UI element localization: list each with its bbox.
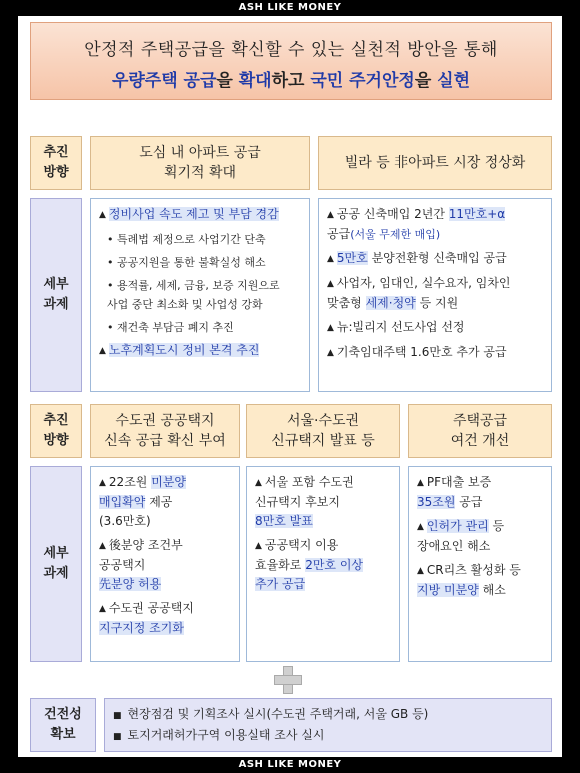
- col3-task-2-c: 등 장애요인 해소: [417, 519, 505, 553]
- col2-task-1-a: 서울 포함 수도권 신규택지 후보지: [255, 475, 354, 509]
- sub-task-4-text: 재건축 부담금 폐지 추진: [117, 321, 234, 334]
- col1-task-2-a: 後분양 조건부 공공택지: [99, 538, 183, 572]
- plus-icon: [274, 666, 302, 694]
- row4-col1-tasks: [90, 466, 240, 662]
- policy-diagram: [18, 16, 562, 757]
- header-text-2: 하고: [271, 71, 311, 91]
- right-task-3: ▲ 사업자, 임대인, 실수요자, 임차인 맞춤형 세제·청약 등 지원: [327, 276, 511, 310]
- col3-task-1-c: 공급: [455, 495, 483, 509]
- col3-task-2-b: 인허가 관리: [426, 519, 489, 533]
- row2-left-tasks: [90, 198, 310, 392]
- col1-task-2-b: 先분양 허용: [99, 577, 162, 591]
- col2-task-1-b: 8만호 발표: [255, 514, 313, 528]
- row4-col2-tasks: [246, 466, 400, 662]
- header-line2: [31, 66, 551, 91]
- right-task-2: ▲ 5만호 분양전환형 신축매입 공급: [327, 251, 507, 265]
- header-text-1: 을: [216, 71, 239, 91]
- right-task-1-c: 공급: [327, 227, 351, 241]
- right-task-2-b: 5만호: [336, 251, 368, 265]
- header-emph-2: 확대: [238, 71, 272, 91]
- col3-task-1-b: 35조원: [417, 495, 456, 509]
- sub-task-3-text: 용적률, 세제, 금융, 보증 지원으로 사업 중단 최소화 및 사업성 강화: [107, 279, 280, 311]
- right-task-5-a: 기축임대주택 1.6만호 추가 공급: [336, 345, 507, 359]
- row3-direction-3: 주택공급 여건 개선: [408, 404, 552, 458]
- right-task-3-c: 등 지원: [415, 296, 459, 310]
- row2-label: 세부 과제: [30, 198, 82, 392]
- right-task-2-c: 분양전환형 신축매입 공급: [367, 251, 507, 265]
- sub-task-4: • 재건축 부담금 폐지 추진: [107, 321, 234, 334]
- sub-task-2-text: 공공지원을 통한 불확실성 해소: [117, 256, 266, 269]
- task-tail: ▲ 노후계획도시 정비 본격 추진: [99, 343, 260, 357]
- right-task-1: ▲ 공공 신축매입 2년간 11만호+α 공급(서울 무제한 매입): [327, 207, 506, 241]
- col3-task-3: ▲ CR리츠 활성화 등 지방 미분양 해소: [417, 563, 521, 597]
- col1-task-3-b: 지구지정 조기화: [99, 621, 184, 635]
- header-text-3: 을: [414, 71, 438, 91]
- col3-task-2: ▲ 인허가 관리 등 장애요인 해소: [417, 519, 505, 553]
- col1-task-1-a: 22조원: [108, 475, 152, 489]
- row3-label: 추진 방향: [30, 404, 82, 458]
- col3-task-3-a: CR리츠 활성화 등: [426, 563, 521, 577]
- row3-direction-1: 수도권 공공택지 신속 공급 확신 부여: [90, 404, 240, 458]
- row4-label: 세부 과제: [30, 466, 82, 662]
- header-emph-1: 우량주택 공급: [111, 71, 217, 91]
- sub-task-2: • 공공지원을 통한 불확실성 해소: [107, 256, 266, 269]
- watermark-top: ASH LIKE MONEY: [0, 0, 580, 16]
- row5-item-2-text: 토지거래허가구역 이용실태 조사 실시: [127, 728, 325, 742]
- col3-task-1-a: PF대출 보증: [426, 475, 492, 489]
- right-task-3-a: 사업자, 임대인, 실수요자, 임차인 맞춤형: [327, 276, 511, 310]
- right-task-4-a: 뉴:빌리지 선도사업 선정: [336, 320, 465, 334]
- right-task-1-b: 11만호+α: [448, 207, 506, 221]
- row5-item-2: ■ 토지거래허가구역 이용실태 조사 실시: [113, 728, 325, 742]
- col1-task-1-b: 미분양 매입확약: [99, 475, 186, 509]
- row3-direction-2: 서울·수도권 신규택지 발표 등: [246, 404, 400, 458]
- col1-task-1-c: 제공 (3.6만호): [99, 495, 173, 528]
- sub-task-1-text: 특례법 제정으로 사업기간 단축: [117, 233, 266, 246]
- header-emph-4: 실현: [437, 71, 471, 91]
- col1-task-2: ▲ 後분양 조건부 공공택지 先분양 허용: [99, 538, 183, 591]
- col1-task-3: ▲ 수도권 공공택지 지구지정 조기화: [99, 601, 194, 635]
- task-head: ▲ 정비사업 속도 제고 및 부담 경감: [99, 207, 279, 221]
- col2-task-1: ▲ 서울 포함 수도권 신규택지 후보지 8만호 발표: [255, 475, 354, 528]
- right-task-4: ▲ 뉴:빌리지 선도사업 선정: [327, 320, 465, 334]
- task-tail-text: 노후계획도시 정비 본격 추진: [108, 343, 260, 357]
- header-line1: 안정적 주택공급을 확신할 수 있는 실천적 방안을 통해: [84, 40, 498, 60]
- row2-right-tasks: [318, 198, 552, 392]
- task-head-text: 정비사업 속도 제고 및 부담 경감: [108, 207, 279, 221]
- right-task-3-b: 세제·청약: [365, 296, 416, 310]
- row4-col3-tasks: [408, 466, 552, 662]
- col3-task-3-b: 지방 미분양: [417, 583, 479, 597]
- col1-task-3-a: 수도권 공공택지: [108, 601, 194, 615]
- right-task-1-d: (서울 무제한 매입): [350, 228, 441, 241]
- right-task-5: ▲ 기축임대주택 1.6만호 추가 공급: [327, 345, 507, 359]
- col2-task-2-b: 2만호 이상 추가 공급: [255, 558, 364, 591]
- col3-task-3-c: 해소: [478, 583, 506, 597]
- header-emph-3: 국민 주거안정: [310, 71, 415, 91]
- col2-task-2: ▲ 공공택지 이용 효율화로 2만호 이상 추가 공급: [255, 538, 364, 591]
- col1-task-1: ▲ 22조원 미분양 매입확약 제공 (3.6만호): [99, 475, 186, 528]
- watermark-bottom: ASH LIKE MONEY: [0, 757, 580, 773]
- sub-task-1: • 특례법 제정으로 사업기간 단축: [107, 233, 266, 246]
- row5-item-1-text: 현장점검 및 기획조사 실시(수도권 주택거래, 서울 GB 등): [127, 707, 429, 721]
- row5-label: 건전성 확보: [30, 698, 96, 752]
- col3-task-1: ▲ PF대출 보증 35조원 공급: [417, 475, 492, 509]
- row1-left-direction: 도심 내 아파트 공급 획기적 확대: [90, 136, 310, 190]
- row5-item-1: ■ 현장점검 및 기획조사 실시(수도권 주택거래, 서울 GB 등): [113, 707, 429, 721]
- col2-task-2-a: 공공택지 이용 효율화로: [255, 538, 339, 572]
- right-task-1-a: 공공 신축매입 2년간: [336, 207, 449, 221]
- sub-task-3: • 용적률, 세제, 금융, 보증 지원으로 사업 중단 최소화 및 사업성 강화: [107, 279, 280, 311]
- row1-label: 추진 방향: [30, 136, 82, 190]
- row1-right-direction: 빌라 등 非아파트 시장 정상화: [318, 136, 552, 190]
- header-banner: [30, 22, 552, 100]
- row5-items: [104, 698, 552, 752]
